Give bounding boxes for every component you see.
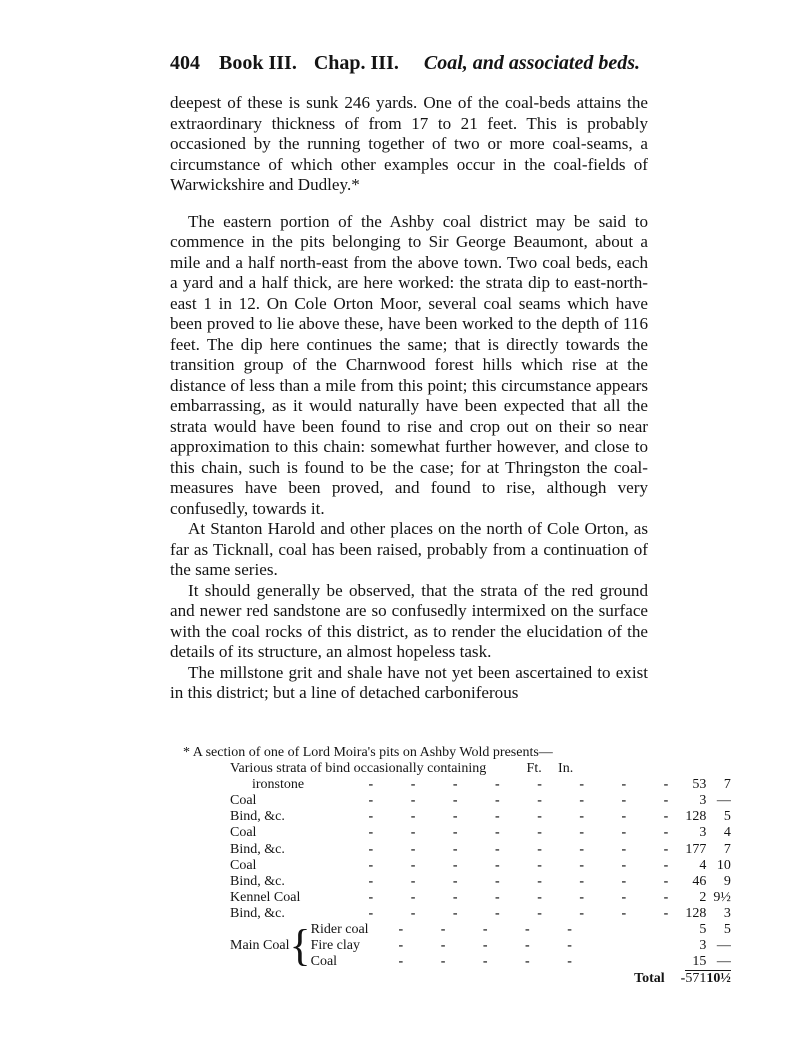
stratum-label: Bind, &c. <box>230 841 285 857</box>
thickness-inches: 3 <box>723 905 731 921</box>
total-dash: - <box>680 971 686 987</box>
thickness-feet: 3 <box>699 825 707 841</box>
thickness-feet: 3 <box>699 938 707 954</box>
total-feet: 571 <box>685 971 707 987</box>
main-coal-part-label: Rider coal <box>310 922 369 938</box>
thickness-feet: 177 <box>685 841 707 857</box>
table-row <box>230 922 731 938</box>
table-row <box>230 874 731 890</box>
stratum-label: ironstone <box>252 777 305 793</box>
stratum-label: Coal <box>230 857 257 873</box>
total-inches: 10½ <box>706 971 731 987</box>
total-label <box>369 971 686 988</box>
table-row <box>230 906 731 922</box>
paragraph: deepest of these is sunk 246 yards. One of the coal-beds attains the extraordinary thickness of from 17 to 21 feet. This is probably occasioned by the running together of two or more coal-seams, a circumstance of which other examples occur in the coal-fields of Warwickshire and Dudley.* <box>170 93 648 194</box>
thickness-inches: 4 <box>723 825 731 841</box>
stratum-label: Coal <box>230 825 257 841</box>
total-label-text: Total <box>634 971 665 987</box>
main-coal-part-label: Fire clay <box>310 938 360 954</box>
thickness-inches: — <box>716 954 731 970</box>
brace-icon: { <box>289 921 311 971</box>
stratum-label: Bind, &c. <box>230 905 285 921</box>
thickness-feet: 128 <box>685 905 707 921</box>
thickness-feet: 3 <box>699 793 707 809</box>
leader-dots: - - - - - - - - <box>368 793 686 809</box>
paragraph: The millstone grit and shale have not yet been ascertained to exist in this district; but a line of detached carboniferous <box>170 662 648 702</box>
table-row <box>230 809 731 825</box>
paragraph: The eastern portion of the Ashby coal district may be said to commence in the pits belonging to Sir George Beaumont, about a mile and a half north-east from the above town. Two coal beds, each a yard and a half thick, are here worked: the strata dip to east-north-east 1 in 12. On Cole Orton Moor, several coal seams which have been proved to lie above these, have been worked to the depth of 116 feet. The dip here continues the same; that is directly towards the transition group of the Charnwood forest hills which rise at the distance of less than a mile from this point; this circumstance appears embarrassing, as it would naturally have been expected that all the strata would have been found to rise and crop out on their so near approximation to this chain: somewhat further however, and close to this chain, such is found to be the case; for at Thringston the coal-measures have been proved, and found to rise, although very confusedly, towards it. <box>170 211 648 518</box>
main-text <box>170 93 648 704</box>
thickness-inches: 7 <box>723 777 731 793</box>
total-spacer <box>230 971 369 988</box>
thickness-inches: 7 <box>723 841 731 857</box>
thickness-feet: 2 <box>699 889 707 905</box>
table-row <box>230 793 731 809</box>
thickness-inches: — <box>716 793 731 809</box>
thickness-inches: 9½ <box>713 889 731 905</box>
total-row <box>230 971 731 988</box>
leader-dots: - - - - - - - - <box>368 841 686 857</box>
thickness-feet: 46 <box>692 873 707 889</box>
chapter-label: Chap. III. <box>313 52 399 74</box>
thickness-inches: 5 <box>723 809 731 825</box>
leader-dots: - - - - - - - - <box>368 825 686 841</box>
running-title: Coal, and associated beds. <box>423 52 640 74</box>
thickness-inches: — <box>716 938 731 954</box>
leader-dots: - - - - - <box>398 954 589 970</box>
thickness-feet: 128 <box>685 809 707 825</box>
main-coal-part-label: Coal <box>310 954 338 970</box>
footnote <box>183 745 731 987</box>
col-ft-header: Ft. <box>526 761 542 777</box>
paragraph: It should generally be observed, that the strata of the red ground and newer red sandstone are so confusedly intermixed on the surface with the coal rocks of this district, as to render the elucidation of the details of its structure, an almost hopeless task. <box>170 580 648 661</box>
col-in-header: In. <box>558 761 574 777</box>
leader-dots: - - - - - - - - <box>368 905 686 921</box>
footnote-heading: * A section of one of Lord Moira's pits on Ashby Wold presents— <box>183 745 553 760</box>
thickness-inches: 5 <box>723 922 731 938</box>
paragraph: At Stanton Harold and other places on the north of Cole Orton, as far as Ticknall, coal has been raised, probably from a continuation of the same series. <box>170 519 648 579</box>
table-row <box>230 777 731 793</box>
subheading-text: Various strata of bind occasionally containing <box>230 761 487 777</box>
running-header <box>170 52 640 75</box>
thickness-inches: 9 <box>723 873 731 889</box>
stratum-label: Kennel Coal <box>230 889 301 905</box>
thickness-feet: 15 <box>692 954 707 970</box>
thickness-feet: 5 <box>699 922 707 938</box>
main-coal-label: Main Coal <box>230 938 290 954</box>
book-label: Book III. <box>219 52 297 74</box>
leader-dots: - - - - - <box>398 938 589 954</box>
table-row <box>230 842 731 858</box>
table-row <box>230 890 731 906</box>
thickness-inches: 10 <box>716 857 731 873</box>
table-row <box>230 825 731 841</box>
stratum-label: Coal <box>230 793 257 809</box>
stratum-label: Bind, &c. <box>230 809 285 825</box>
leader-dots: - - - - - - - - <box>368 777 686 793</box>
strata-table <box>230 777 731 987</box>
thickness-feet: 4 <box>699 857 707 873</box>
thickness-feet: 53 <box>692 777 707 793</box>
leader-dots: - - - - - - - - <box>368 873 686 889</box>
leader-dots: - - - - - <box>398 922 589 938</box>
leader-dots: - - - - - - - - <box>368 809 686 825</box>
page-number: 404 <box>170 52 200 74</box>
footnote-subheading <box>230 761 643 777</box>
leader-dots: - - - - - - - - <box>368 857 686 873</box>
leader-dots: - - - - - - - - <box>368 889 686 905</box>
stratum-label: Bind, &c. <box>230 873 285 889</box>
table-row <box>230 858 731 874</box>
